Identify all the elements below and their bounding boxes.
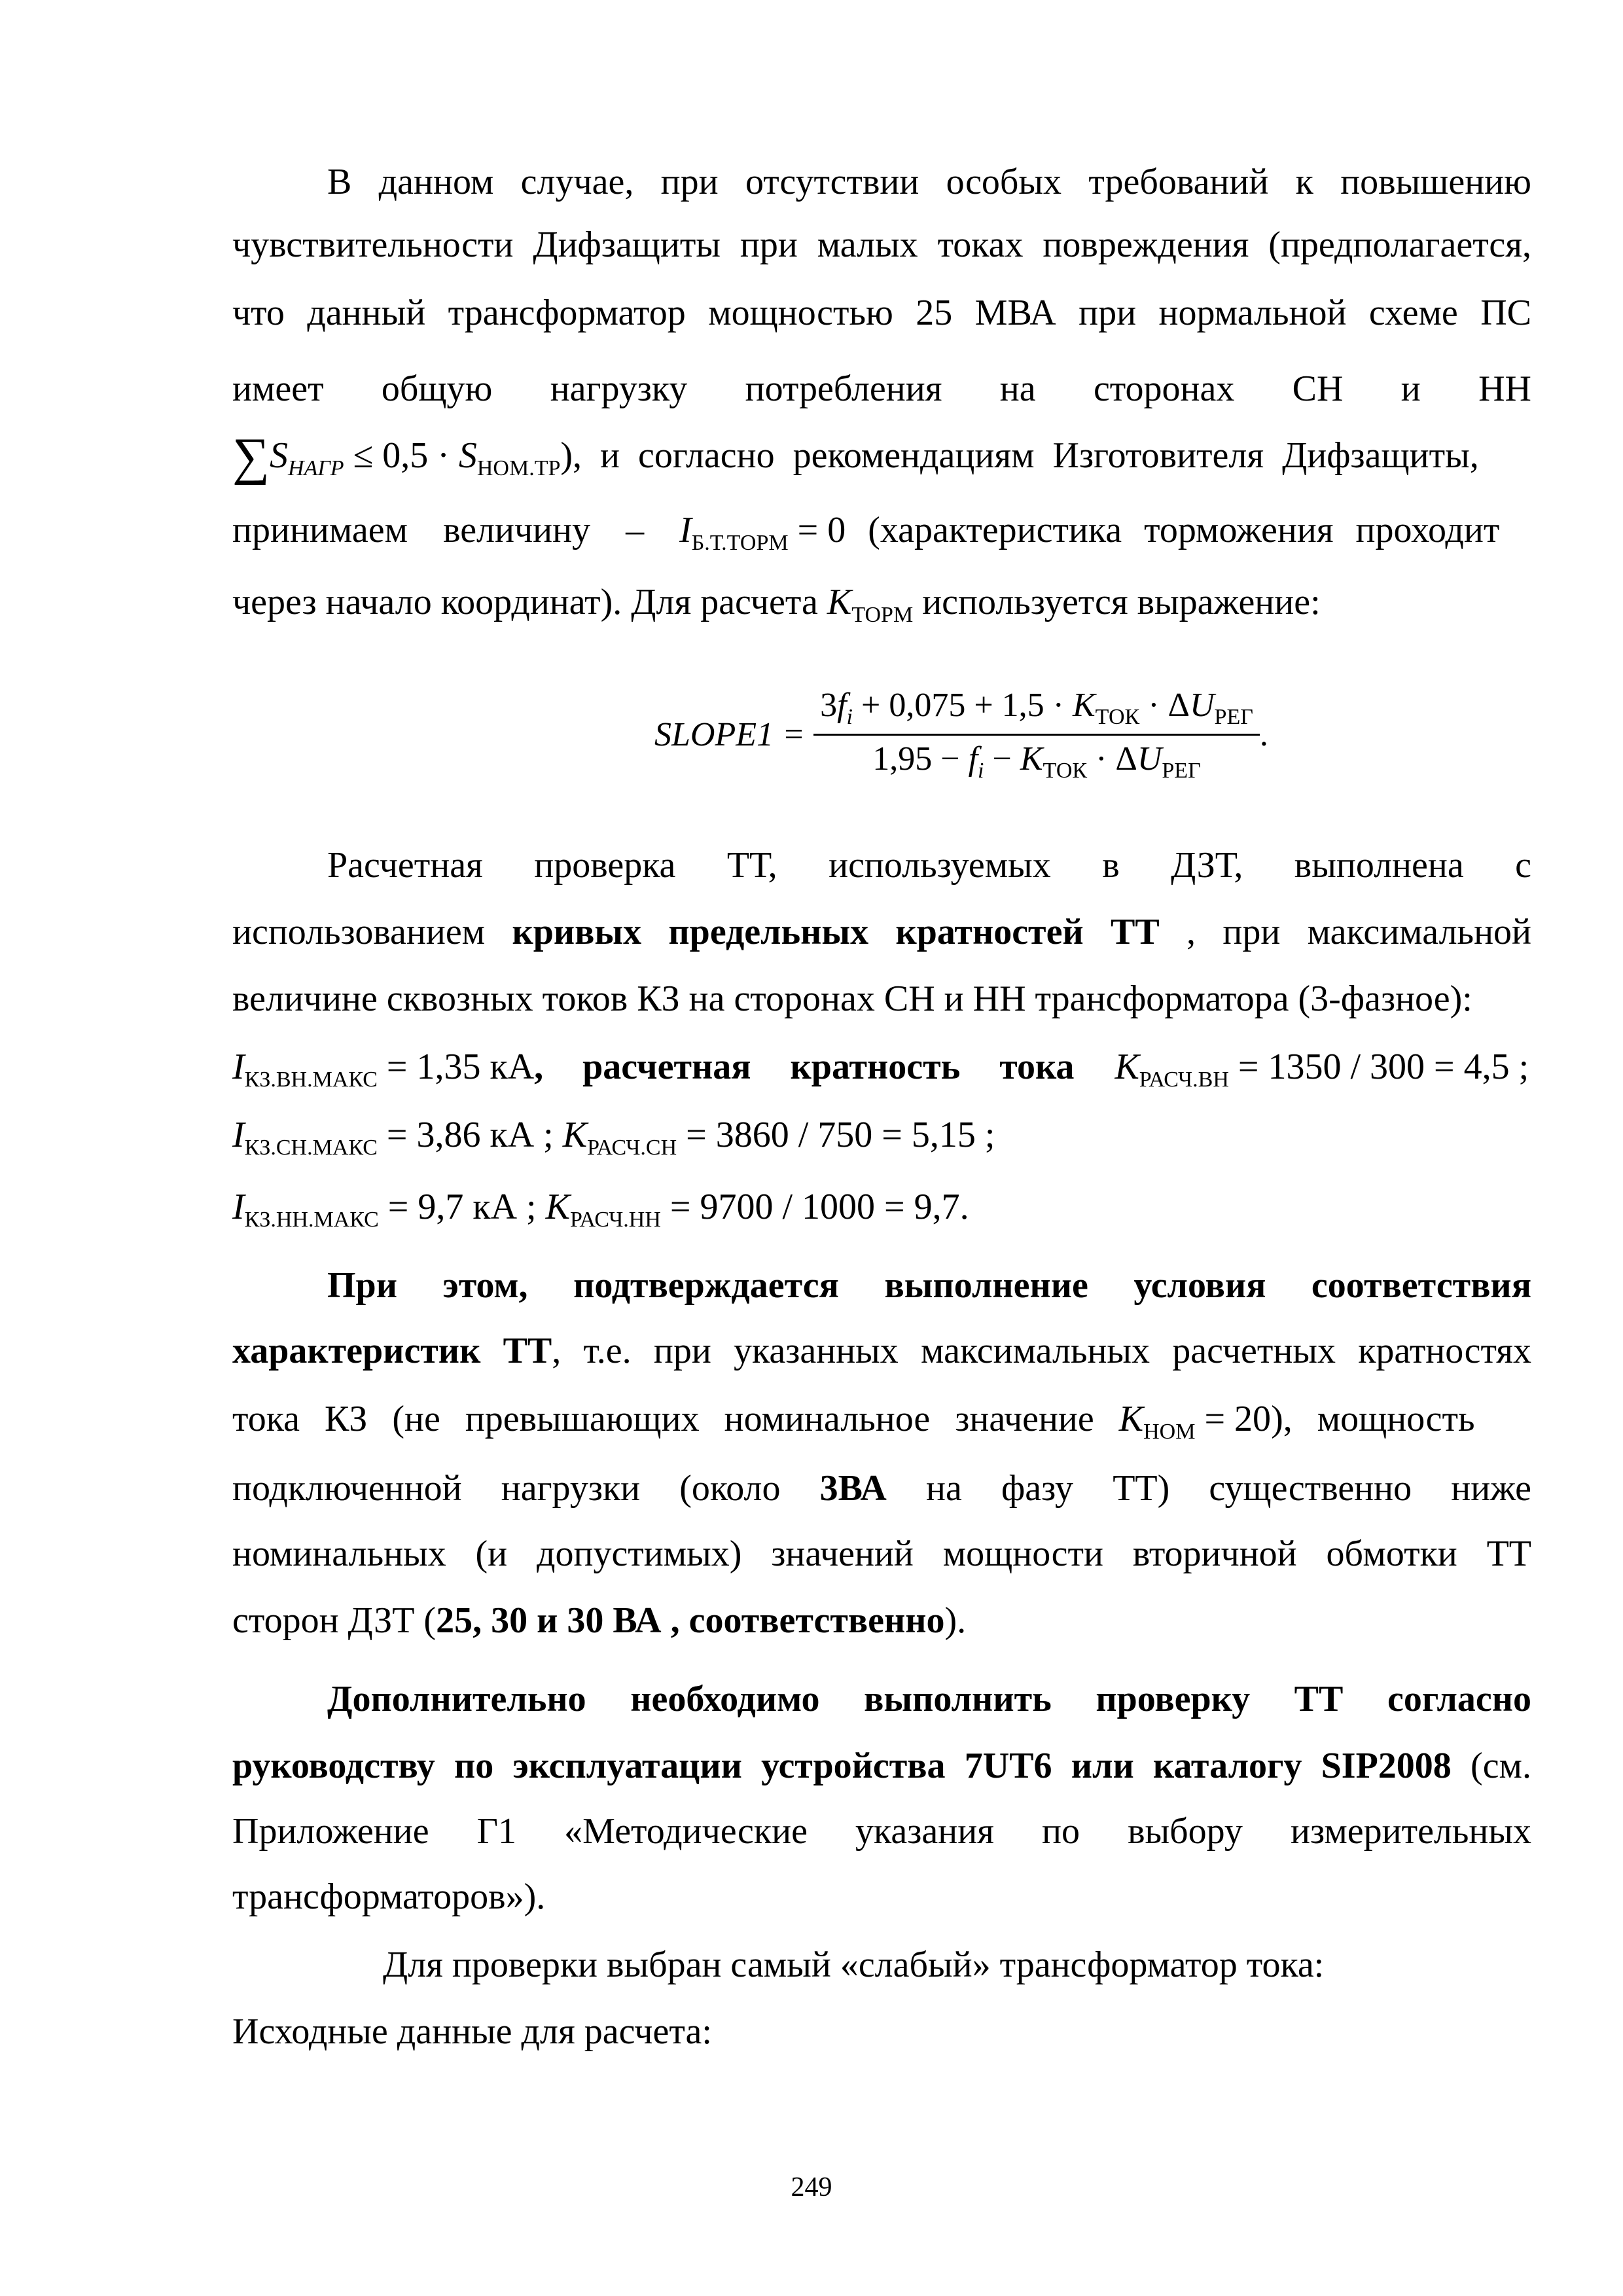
r2-i-sub: КЗ.СН.МАКС: [244, 1136, 378, 1160]
r1-calc: = 1350 / 300 = 4,5 ;: [1228, 1047, 1529, 1087]
p3-line-1: [327, 1259, 1531, 1312]
formula-s-nagr: S: [270, 435, 289, 476]
r2-calc: = 3860 / 750 = 5,15 ;: [677, 1115, 995, 1155]
p3-line-4-post: на фазу ТТ) существенно ниже: [926, 1468, 1531, 1509]
p3-line-2-bold: характеристик ТТ: [232, 1331, 552, 1371]
p1-line-6: [232, 504, 1531, 569]
slope-formula: [654, 686, 1268, 783]
p4-line-2-bold: руководству по эксплуатации устройства 7UT6 или каталогу SIP2008: [232, 1746, 1452, 1786]
p5-line-2: Исходные данные для расчета:: [232, 2011, 712, 2052]
formula-end: .: [1259, 716, 1268, 753]
formula-s-nom-sub: НОМ.ТР: [476, 456, 561, 480]
r2-k-sub: РАСЧ.СН: [587, 1136, 677, 1160]
p1-line-2: чувствительности Дифзащиты при малых токах повреждения (предполагается,: [232, 224, 1531, 265]
p4-line-1: [327, 1673, 1531, 1725]
den-k-sub: ТОК: [1043, 759, 1088, 783]
formula-lhs: SLOPE1 =: [654, 716, 814, 753]
p3-k-nom: K: [1118, 1399, 1144, 1439]
r1-i: I: [232, 1047, 245, 1087]
num-coef: 3: [820, 687, 838, 724]
p3-line-6-bold: 25, 30 и 30 ВА , соответственно: [436, 1600, 945, 1641]
formula-fraction: [813, 686, 1260, 783]
p2-row-sn: [232, 1109, 1531, 1174]
p4-line-1-bold: Дополнительно необходимо выполнить проверку ТТ согласно: [327, 1679, 1531, 1719]
r3-i: I: [232, 1187, 245, 1227]
num-u-sub: РЕГ: [1214, 705, 1253, 729]
p3-line-4-pre: подключенной нагрузки (около: [232, 1468, 820, 1509]
p1-line-7: [232, 576, 1531, 641]
num-delta: · Δ: [1139, 687, 1190, 724]
p5-line-1: Для проверки выбран самый «слабый» трансформатор тока:: [383, 1945, 1325, 1985]
p3-line-4: [232, 1462, 1531, 1515]
p3-line-3-pre: тока КЗ (не превышающих номинальное значение: [232, 1399, 1119, 1439]
den-u-sub: РЕГ: [1162, 759, 1201, 783]
formula-i-btorm: I: [679, 510, 692, 550]
formula-relation: ≤ 0,5 ·: [344, 435, 459, 476]
p3-line-3: [232, 1393, 1531, 1458]
r1-k: K: [1115, 1047, 1139, 1087]
p3-line-2: [232, 1325, 1531, 1377]
p2-row-vn: [232, 1041, 1531, 1106]
num-f: f: [837, 687, 847, 724]
r3-i-sub: КЗ.НН.МАКС: [244, 1208, 379, 1232]
p1-line-5-text: ), и согласно рекомендациям Изготовителя Дифзащиты,: [560, 435, 1479, 476]
formula-i-btorm-eq: = 0: [788, 510, 846, 550]
p4-line-2: [232, 1740, 1531, 1792]
p3-line-5: номинальных (и допустимых) значений мощности вторичной обмотки ТТ: [232, 1534, 1531, 1574]
den-f: f: [968, 740, 978, 778]
r2-k: K: [562, 1115, 588, 1155]
den-f-sub: i: [978, 759, 984, 783]
den-const: 1,95 −: [872, 740, 969, 778]
p1-line-1: В данном случае, при отсутствии особых требований к повышению: [327, 162, 1531, 202]
p1-line-7-pre: через начало координат). Для расчета: [232, 582, 827, 622]
r2-i: I: [232, 1115, 245, 1155]
p2-line-1: Расчетная проверка ТТ, используемых в ДЗТ, выполнена с: [327, 845, 1531, 886]
p4-line-3: Приложение Г1 «Методические указания по выбору измерительных: [232, 1811, 1531, 1852]
num-u: U: [1189, 687, 1215, 724]
r2-value: = 3,86 кА ;: [377, 1115, 563, 1155]
p1-line-6-post: (характеристика торможения проходит: [846, 510, 1500, 550]
r1-i-sub: КЗ.ВН.МАКС: [244, 1067, 378, 1092]
formula-denominator: [813, 736, 1260, 783]
r3-k-sub: РАСЧ.НН: [569, 1208, 661, 1232]
formula-i-btorm-sub: Б.Т.ТОРМ: [691, 531, 789, 555]
p1-line-5: [232, 429, 1531, 495]
num-terms: + 0,075 + 1,5 ·: [853, 687, 1073, 724]
p1-line-3: что данный трансформатор мощностью 25 МВА при нормальной схеме ПС: [232, 293, 1531, 333]
p1-line-7-post: используется выражение:: [913, 582, 1321, 622]
p3-line-6-pre: сторон ДЗТ (: [232, 1600, 437, 1641]
r3-value: = 9,7 кА ;: [378, 1187, 546, 1227]
p3-line-4-bold: 3ВА: [819, 1468, 887, 1509]
p1-line-4: имеет общую нагрузку потребления на сторонах СН и НН: [232, 368, 1531, 409]
formula-numerator: [813, 686, 1260, 736]
p4-line-2-post: (см.: [1451, 1746, 1531, 1786]
den-delta: · Δ: [1087, 740, 1137, 778]
num-k: K: [1072, 687, 1096, 724]
num-f-sub: i: [846, 705, 853, 729]
p2-line-2: [232, 906, 1531, 958]
p1-line-6-pre: принимаем величину –: [232, 510, 680, 550]
p3-line-1-bold: При этом, подтверждается выполнение условия соответствия: [327, 1265, 1531, 1306]
r3-calc: = 9700 / 1000 = 9,7.: [660, 1187, 969, 1227]
num-k-sub: ТОК: [1095, 705, 1140, 729]
formula-s-nom: S: [458, 435, 477, 476]
p2-line-3: величине сквозных токов КЗ на сторонах СН и НН трансформатора (3-фазное):: [232, 978, 1472, 1019]
page-number: 249: [791, 2172, 832, 2202]
formula-k-torm: K: [827, 582, 852, 622]
p3-line-6-post: ).: [944, 1600, 967, 1641]
r1-value: = 1,35 кА: [377, 1047, 535, 1087]
p3-line-2-post: , т.е. при указанных максимальных расчетных кратностях: [552, 1331, 1531, 1371]
p3-k-nom-sub: НОМ: [1143, 1420, 1196, 1444]
den-minus: −: [984, 740, 1020, 778]
den-u: U: [1137, 740, 1162, 778]
sum-symbol: ∑: [232, 428, 270, 486]
den-k: K: [1020, 740, 1043, 778]
p2-row-nn: [232, 1181, 1531, 1246]
r1-bold: , расчетная кратность тока: [534, 1047, 1075, 1087]
formula-k-torm-sub: ТОРМ: [851, 603, 914, 627]
r3-k: K: [545, 1187, 570, 1227]
p4-line-4: трансформаторов»).: [232, 1876, 546, 1917]
p2-line-2-pre: использованием: [232, 912, 512, 952]
r1-k-sub: РАСЧ.ВН: [1139, 1067, 1229, 1092]
p3-line-3-post: ), мощность: [1271, 1399, 1475, 1439]
formula-s-nagr-sub: НАГР: [288, 456, 344, 480]
p2-line-2-post: , при максимальной: [1186, 912, 1532, 952]
p3-k-nom-eq: = 20: [1195, 1399, 1272, 1439]
p2-line-2-bold: кривых предельных кратностей ТТ: [512, 912, 1160, 952]
p3-line-6: [232, 1594, 1531, 1647]
